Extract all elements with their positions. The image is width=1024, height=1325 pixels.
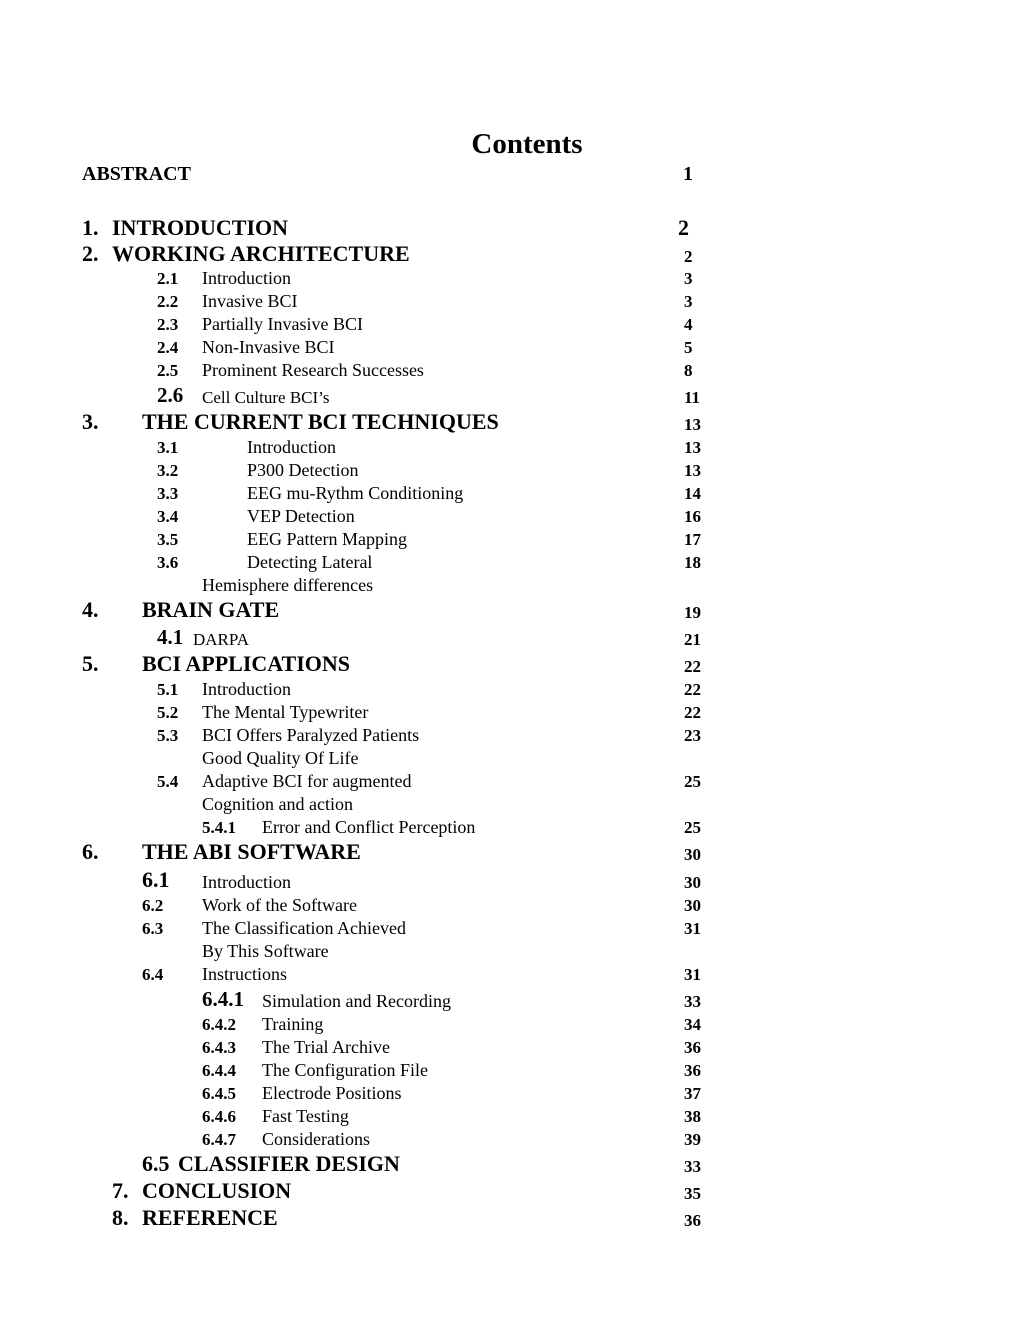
toc-entry-text: VEP Detection — [247, 506, 355, 526]
toc-entry-number: 2.3 — [157, 315, 179, 334]
toc-entry-subsection — [0, 1102, 1024, 1125]
toc-entry-section — [0, 914, 1024, 937]
toc-entry-text: Introduction — [247, 437, 336, 457]
toc-entry-text: The Mental Typewriter — [202, 702, 369, 722]
toc-entry-number: 1. — [82, 215, 99, 240]
toc-entry-text: Considerations — [262, 1129, 370, 1149]
toc-entry-number: 4. — [82, 597, 99, 622]
toc-entry-text: Training — [262, 1014, 324, 1034]
toc-entry-text: CONCLUSION — [142, 1178, 292, 1203]
toc-entry-text: Electrode Positions — [262, 1083, 402, 1103]
toc-entry-number: 6.3 — [142, 919, 164, 938]
toc-entry-section — [0, 721, 1024, 744]
toc-entry-chapter-1 — [0, 212, 1024, 239]
toc-page-number: 34 — [684, 1015, 701, 1034]
toc-page-number: 36 — [684, 1038, 701, 1057]
toc-entry-text: Hemisphere differences — [202, 575, 374, 595]
toc-entry-text: Simulation and Recording — [262, 991, 451, 1011]
toc-entry-continuation — [0, 937, 1024, 960]
toc-entry-section — [0, 433, 1024, 456]
toc-page-number: 1 — [683, 163, 693, 185]
toc-entry-number: 3.3 — [157, 484, 179, 503]
page-title: Contents — [471, 128, 583, 160]
toc-entry-text: Good Quality Of Life — [202, 748, 359, 768]
toc-entry-number: 2.2 — [157, 292, 179, 311]
toc-entry-continuation — [0, 571, 1024, 594]
toc-entry-section — [0, 525, 1024, 548]
toc-entry-text: Cognition and action — [202, 794, 353, 814]
toc-entry-text: BCI Offers Paralyzed Patients — [202, 725, 420, 745]
toc-page-number: 13 — [684, 461, 701, 480]
toc-entry-chapter-8 — [0, 1204, 1024, 1229]
toc-entry-number: 3.6 — [157, 553, 179, 572]
toc-page-number: 3 — [684, 292, 693, 311]
toc-entry-number: 5.2 — [157, 703, 179, 722]
toc-page-number: 25 — [684, 818, 701, 837]
toc-page-number: 33 — [684, 1157, 701, 1176]
toc-entry-text: THE ABI SOFTWARE — [142, 839, 361, 864]
toc-entry-text: Invasive BCI — [202, 291, 298, 311]
toc-page-number: 33 — [684, 992, 701, 1011]
toc-entry-text: INTRODUCTION — [112, 215, 289, 240]
toc-entry-number: 5. — [82, 651, 99, 676]
toc-page-number: 8 — [684, 361, 693, 380]
toc-entry-text: Fast Testing — [262, 1106, 349, 1126]
toc-entry-number: 6.4.2 — [202, 1015, 236, 1034]
toc-entry-chapter-6 — [0, 838, 1024, 863]
toc-page-number: 18 — [684, 553, 701, 572]
toc-page-number: 4 — [684, 315, 693, 334]
toc-entry-text: Introduction — [202, 268, 291, 288]
toc-entry-number: 6.4.7 — [202, 1130, 236, 1149]
toc-page-number: 30 — [684, 873, 701, 892]
toc-entry-number: 6.5 — [142, 1151, 170, 1176]
toc-entry-section — [0, 960, 1024, 983]
toc-entry-subsection — [0, 813, 1024, 836]
toc-entry-number: 5.4.1 — [202, 818, 236, 837]
toc-entry-chapter-2 — [0, 239, 1024, 265]
toc-page-number: 2 — [684, 247, 693, 266]
toc-page-number: 2 — [678, 215, 689, 240]
toc-entry-section — [0, 502, 1024, 525]
toc-page-number: 17 — [684, 530, 701, 549]
toc-entry-text: By This Software — [202, 941, 329, 961]
toc-entry-number: 2.4 — [157, 338, 179, 357]
toc-page-number: 31 — [684, 965, 701, 984]
toc-entry-number: 2.5 — [157, 361, 179, 380]
toc-entry-chapter-3 — [0, 408, 1024, 433]
toc-entry-number: 6.4.3 — [202, 1038, 236, 1057]
toc-page-number: 13 — [684, 415, 701, 434]
toc-entry-text: The Trial Archive — [262, 1037, 390, 1057]
toc-entry-subsection — [0, 1010, 1024, 1033]
toc-entry-section — [0, 310, 1024, 333]
toc-entry-section — [0, 287, 1024, 310]
toc-entry-text: THE CURRENT BCI TECHNIQUES — [142, 409, 499, 434]
toc-page-number: 11 — [684, 388, 701, 407]
toc-entry-text: Instructions — [202, 964, 287, 984]
toc-page-number: 14 — [684, 484, 701, 503]
toc-page-number: 36 — [684, 1211, 701, 1230]
toc-entry-text: Prominent Research Successes — [202, 360, 424, 380]
toc-entry-text: BRAIN GATE — [142, 597, 280, 622]
toc-entry-number: 3.2 — [157, 461, 179, 480]
toc-entry-text: The Configuration File — [262, 1060, 428, 1080]
toc-entry-chapter-5 — [0, 650, 1024, 675]
toc-entry-text: Introduction — [202, 679, 291, 699]
toc-page-number: 19 — [684, 603, 701, 622]
toc-entry-section — [0, 479, 1024, 502]
toc-entry-number: 6.4 — [142, 965, 164, 984]
toc-entry-text: Work of the Software — [202, 895, 358, 915]
toc-entry-number: 5.1 — [157, 680, 179, 699]
toc-entry-subsection — [0, 1125, 1024, 1148]
toc-entry-section — [0, 623, 1024, 648]
toc-entry-number: 3.1 — [157, 438, 179, 457]
toc-page-number: 25 — [684, 772, 701, 791]
toc-entry-section — [0, 698, 1024, 721]
toc-entry-section — [0, 356, 1024, 379]
toc-page-number: 5 — [684, 338, 693, 357]
toc-entry-text: DARPA — [193, 630, 250, 649]
toc-page-number: 16 — [684, 507, 701, 526]
toc-page-number: 13 — [684, 438, 701, 457]
toc-entry-section — [0, 675, 1024, 698]
toc-entry-continuation — [0, 790, 1024, 813]
toc-entry-number: 3.4 — [157, 507, 179, 526]
toc-entry-number: 6. — [82, 839, 99, 864]
toc-entry-text: P300 Detection — [247, 460, 359, 480]
toc-entry-text: Adaptive BCI for augmented — [202, 771, 412, 791]
toc-entry-number: 6.4.1 — [202, 987, 244, 1011]
toc-entry-section — [0, 381, 1024, 406]
toc-entry-number: 6.4.6 — [202, 1107, 236, 1126]
toc-entry-text: BCI APPLICATIONS — [142, 651, 351, 676]
toc-page-number: 37 — [684, 1084, 701, 1103]
toc-page-number: 22 — [684, 703, 701, 722]
toc-page-number: 30 — [684, 845, 701, 864]
toc-entry-subsection — [0, 985, 1024, 1010]
toc-entry-subsection — [0, 1079, 1024, 1102]
toc-entry-text: WORKING ARCHITECTURE — [112, 241, 410, 266]
toc-entry-number: 2. — [82, 241, 99, 266]
toc-entry-text: The Classification Achieved — [202, 918, 406, 938]
toc-entry-text: Partially Invasive BCI — [202, 314, 363, 334]
toc-entry-section — [0, 891, 1024, 914]
toc-entry-abstract — [0, 158, 1024, 184]
toc-entry-number: 5.3 — [157, 726, 179, 745]
toc-entry-text: ABSTRACT — [82, 163, 191, 185]
toc-entry-number: 2.1 — [157, 269, 179, 288]
toc-entry-number: 7. — [112, 1178, 129, 1203]
toc-page-number: 22 — [684, 657, 701, 676]
toc-entry-number: 6.2 — [142, 896, 164, 915]
toc-entry-subsection — [0, 1033, 1024, 1056]
toc-page-number: 31 — [684, 919, 701, 938]
toc-page-number: 35 — [684, 1184, 701, 1203]
toc-entry-number: 3. — [82, 409, 99, 434]
toc-entry-section — [0, 865, 1024, 891]
toc-entry-text: Non-Invasive BCI — [202, 337, 335, 357]
toc-entry-number: 6.1 — [142, 867, 170, 892]
toc-entry-section — [0, 1150, 1024, 1175]
toc-entry-section — [0, 767, 1024, 790]
toc-page-number: 21 — [684, 630, 701, 649]
toc-page-number: 23 — [684, 726, 701, 745]
toc-entry-chapter-7 — [0, 1177, 1024, 1202]
toc-page-number: 22 — [684, 680, 701, 699]
toc-entry-number: 6.4.5 — [202, 1084, 236, 1103]
toc-entry-text: Cell Culture BCI’s — [202, 388, 330, 407]
toc-entry-number: 8. — [112, 1205, 129, 1230]
toc-page-number: 36 — [684, 1061, 701, 1080]
toc-entry-number: 2.6 — [157, 383, 184, 407]
toc-entry-chapter-4 — [0, 596, 1024, 621]
toc-entry-section — [0, 333, 1024, 356]
toc-entry-text: Detecting Lateral — [247, 552, 373, 572]
toc-entry-number: 5.4 — [157, 772, 179, 791]
toc-entry-text: EEG Pattern Mapping — [247, 529, 407, 549]
toc-page-number: 39 — [684, 1130, 701, 1149]
toc-entry-text: Error and Conflict Perception — [262, 817, 476, 837]
toc-entry-subsection — [0, 1056, 1024, 1079]
toc-page-number: 38 — [684, 1107, 701, 1126]
toc-page-number: 30 — [684, 896, 701, 915]
toc-entry-section — [0, 456, 1024, 479]
toc-page-number: 3 — [684, 269, 693, 288]
toc-entry-text: REFERENCE — [142, 1205, 278, 1230]
toc-entry-number: 6.4.4 — [202, 1061, 236, 1080]
toc-entry-section — [0, 264, 1024, 287]
toc-entry-text: CLASSIFIER DESIGN — [178, 1151, 400, 1176]
toc-entry-number: 4.1 — [157, 625, 184, 649]
toc-entry-number: 3.5 — [157, 530, 179, 549]
toc-entry-text: Introduction — [202, 872, 291, 892]
toc-entry-continuation — [0, 744, 1024, 767]
toc-entry-section — [0, 548, 1024, 571]
toc-entry-text: EEG mu-Rythm Conditioning — [247, 483, 464, 503]
